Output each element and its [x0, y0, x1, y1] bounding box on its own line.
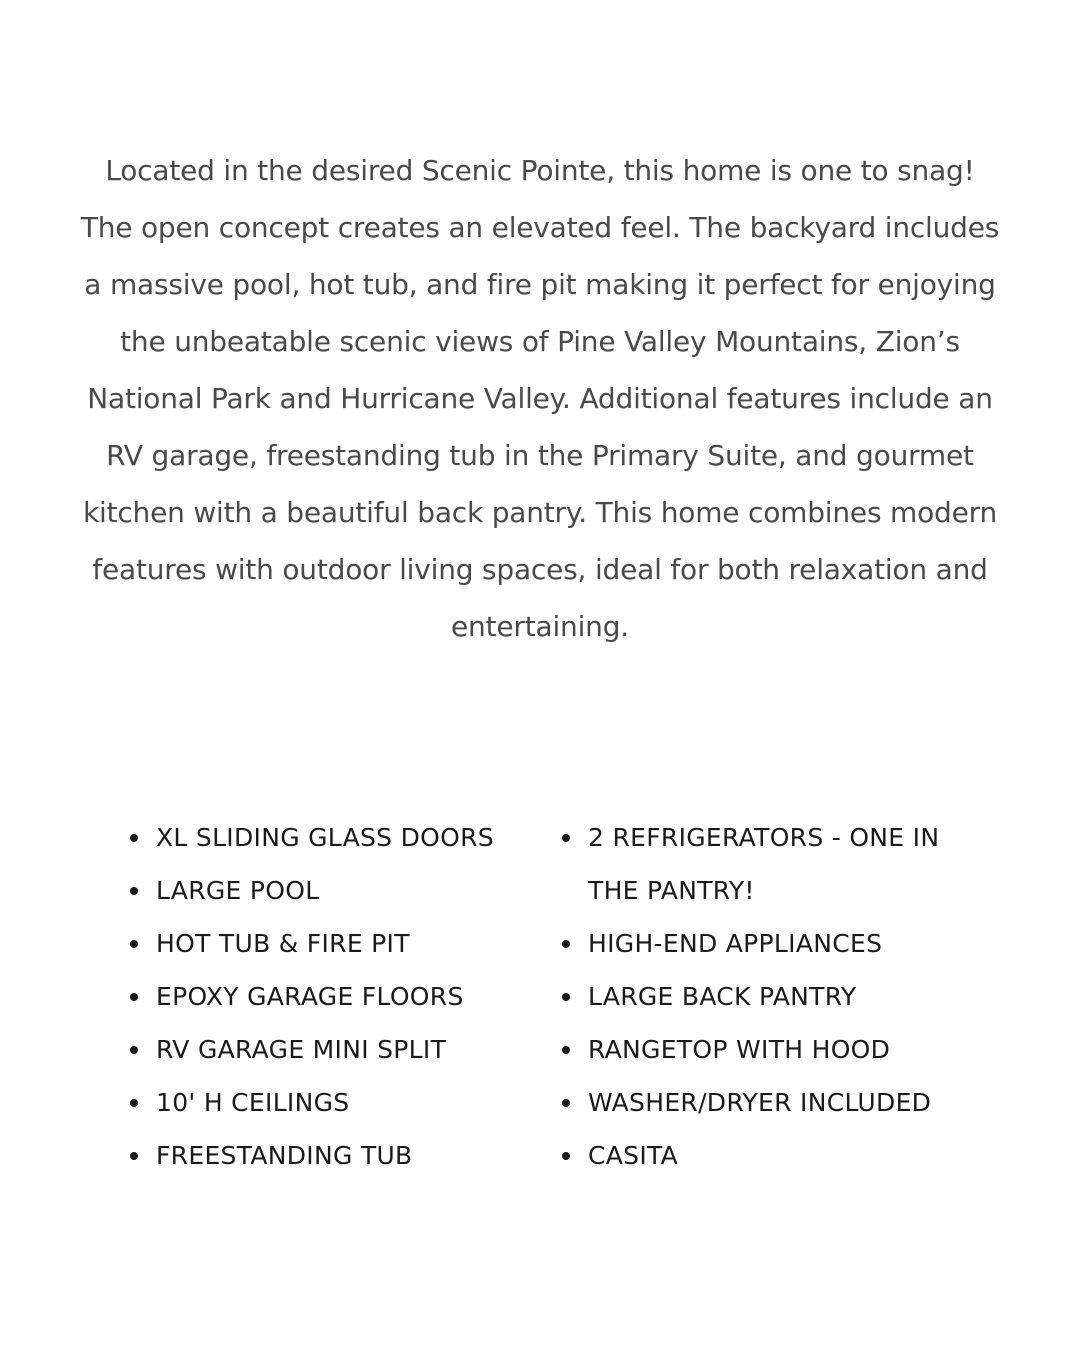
feature-label: LARGE BACK PANTRY	[588, 982, 857, 1011]
bullet-icon	[562, 1099, 570, 1107]
bullet-icon	[130, 834, 138, 842]
feature-item	[562, 1076, 962, 1129]
feature-label: LARGE POOL	[156, 876, 320, 905]
feature-item	[562, 1023, 962, 1076]
feature-label: HIGH-END APPLIANCES	[588, 929, 883, 958]
bullet-icon	[562, 940, 570, 948]
feature-label: HOT TUB & FIRE PIT	[156, 929, 410, 958]
bullet-icon	[562, 993, 570, 1001]
bullet-icon	[130, 940, 138, 948]
feature-item	[130, 1023, 562, 1076]
bullet-icon	[130, 993, 138, 1001]
features-column-left	[130, 811, 562, 1182]
feature-item	[562, 917, 962, 970]
bullet-icon	[562, 1152, 570, 1160]
feature-item	[130, 1129, 562, 1182]
feature-item	[130, 970, 562, 1023]
feature-item	[562, 1129, 962, 1182]
home-description: Located in the desired Scenic Pointe, this home is one to snag! The open concept creates an elevated feel. The backyard includes a massive pool, hot tub, and fire pit making it perfect for enjoying the unbeatable scenic views of Pine Valley Mountains, Zion’s National Park and Hurricane Valley. Additional features include an RV garage, freestanding tub in the Primary Suite, and gourmet kitchen with a beautiful back pantry. This home combines modern features with outdoor living spaces, ideal for both relaxation and entertaining.	[80, 154, 1000, 643]
feature-label: WASHER/DRYER INCLUDED	[588, 1088, 932, 1117]
feature-item	[562, 811, 962, 917]
feature-item	[130, 1076, 562, 1129]
feature-label: 10' H CEILINGS	[156, 1088, 350, 1117]
feature-item	[130, 864, 562, 917]
feature-label: XL SLIDING GLASS DOORS	[156, 823, 494, 852]
feature-item	[130, 917, 562, 970]
feature-label: FREESTANDING TUB	[156, 1141, 413, 1170]
features-column-right	[562, 811, 962, 1182]
bullet-icon	[130, 1099, 138, 1107]
bullet-icon	[130, 1046, 138, 1054]
bullet-icon	[130, 1152, 138, 1160]
bullet-icon	[562, 1046, 570, 1054]
feature-label: RANGETOP WITH HOOD	[588, 1035, 891, 1064]
feature-label: CASITA	[588, 1141, 679, 1170]
feature-item	[562, 970, 962, 1023]
features-list	[130, 811, 990, 1182]
feature-item	[130, 811, 562, 864]
bullet-icon	[130, 887, 138, 895]
feature-label: EPOXY GARAGE FLOORS	[156, 982, 464, 1011]
feature-label: 2 REFRIGERATORS - ONE IN THE PANTRY!	[588, 823, 940, 905]
feature-label: RV GARAGE MINI SPLIT	[156, 1035, 447, 1064]
bullet-icon	[562, 834, 570, 842]
